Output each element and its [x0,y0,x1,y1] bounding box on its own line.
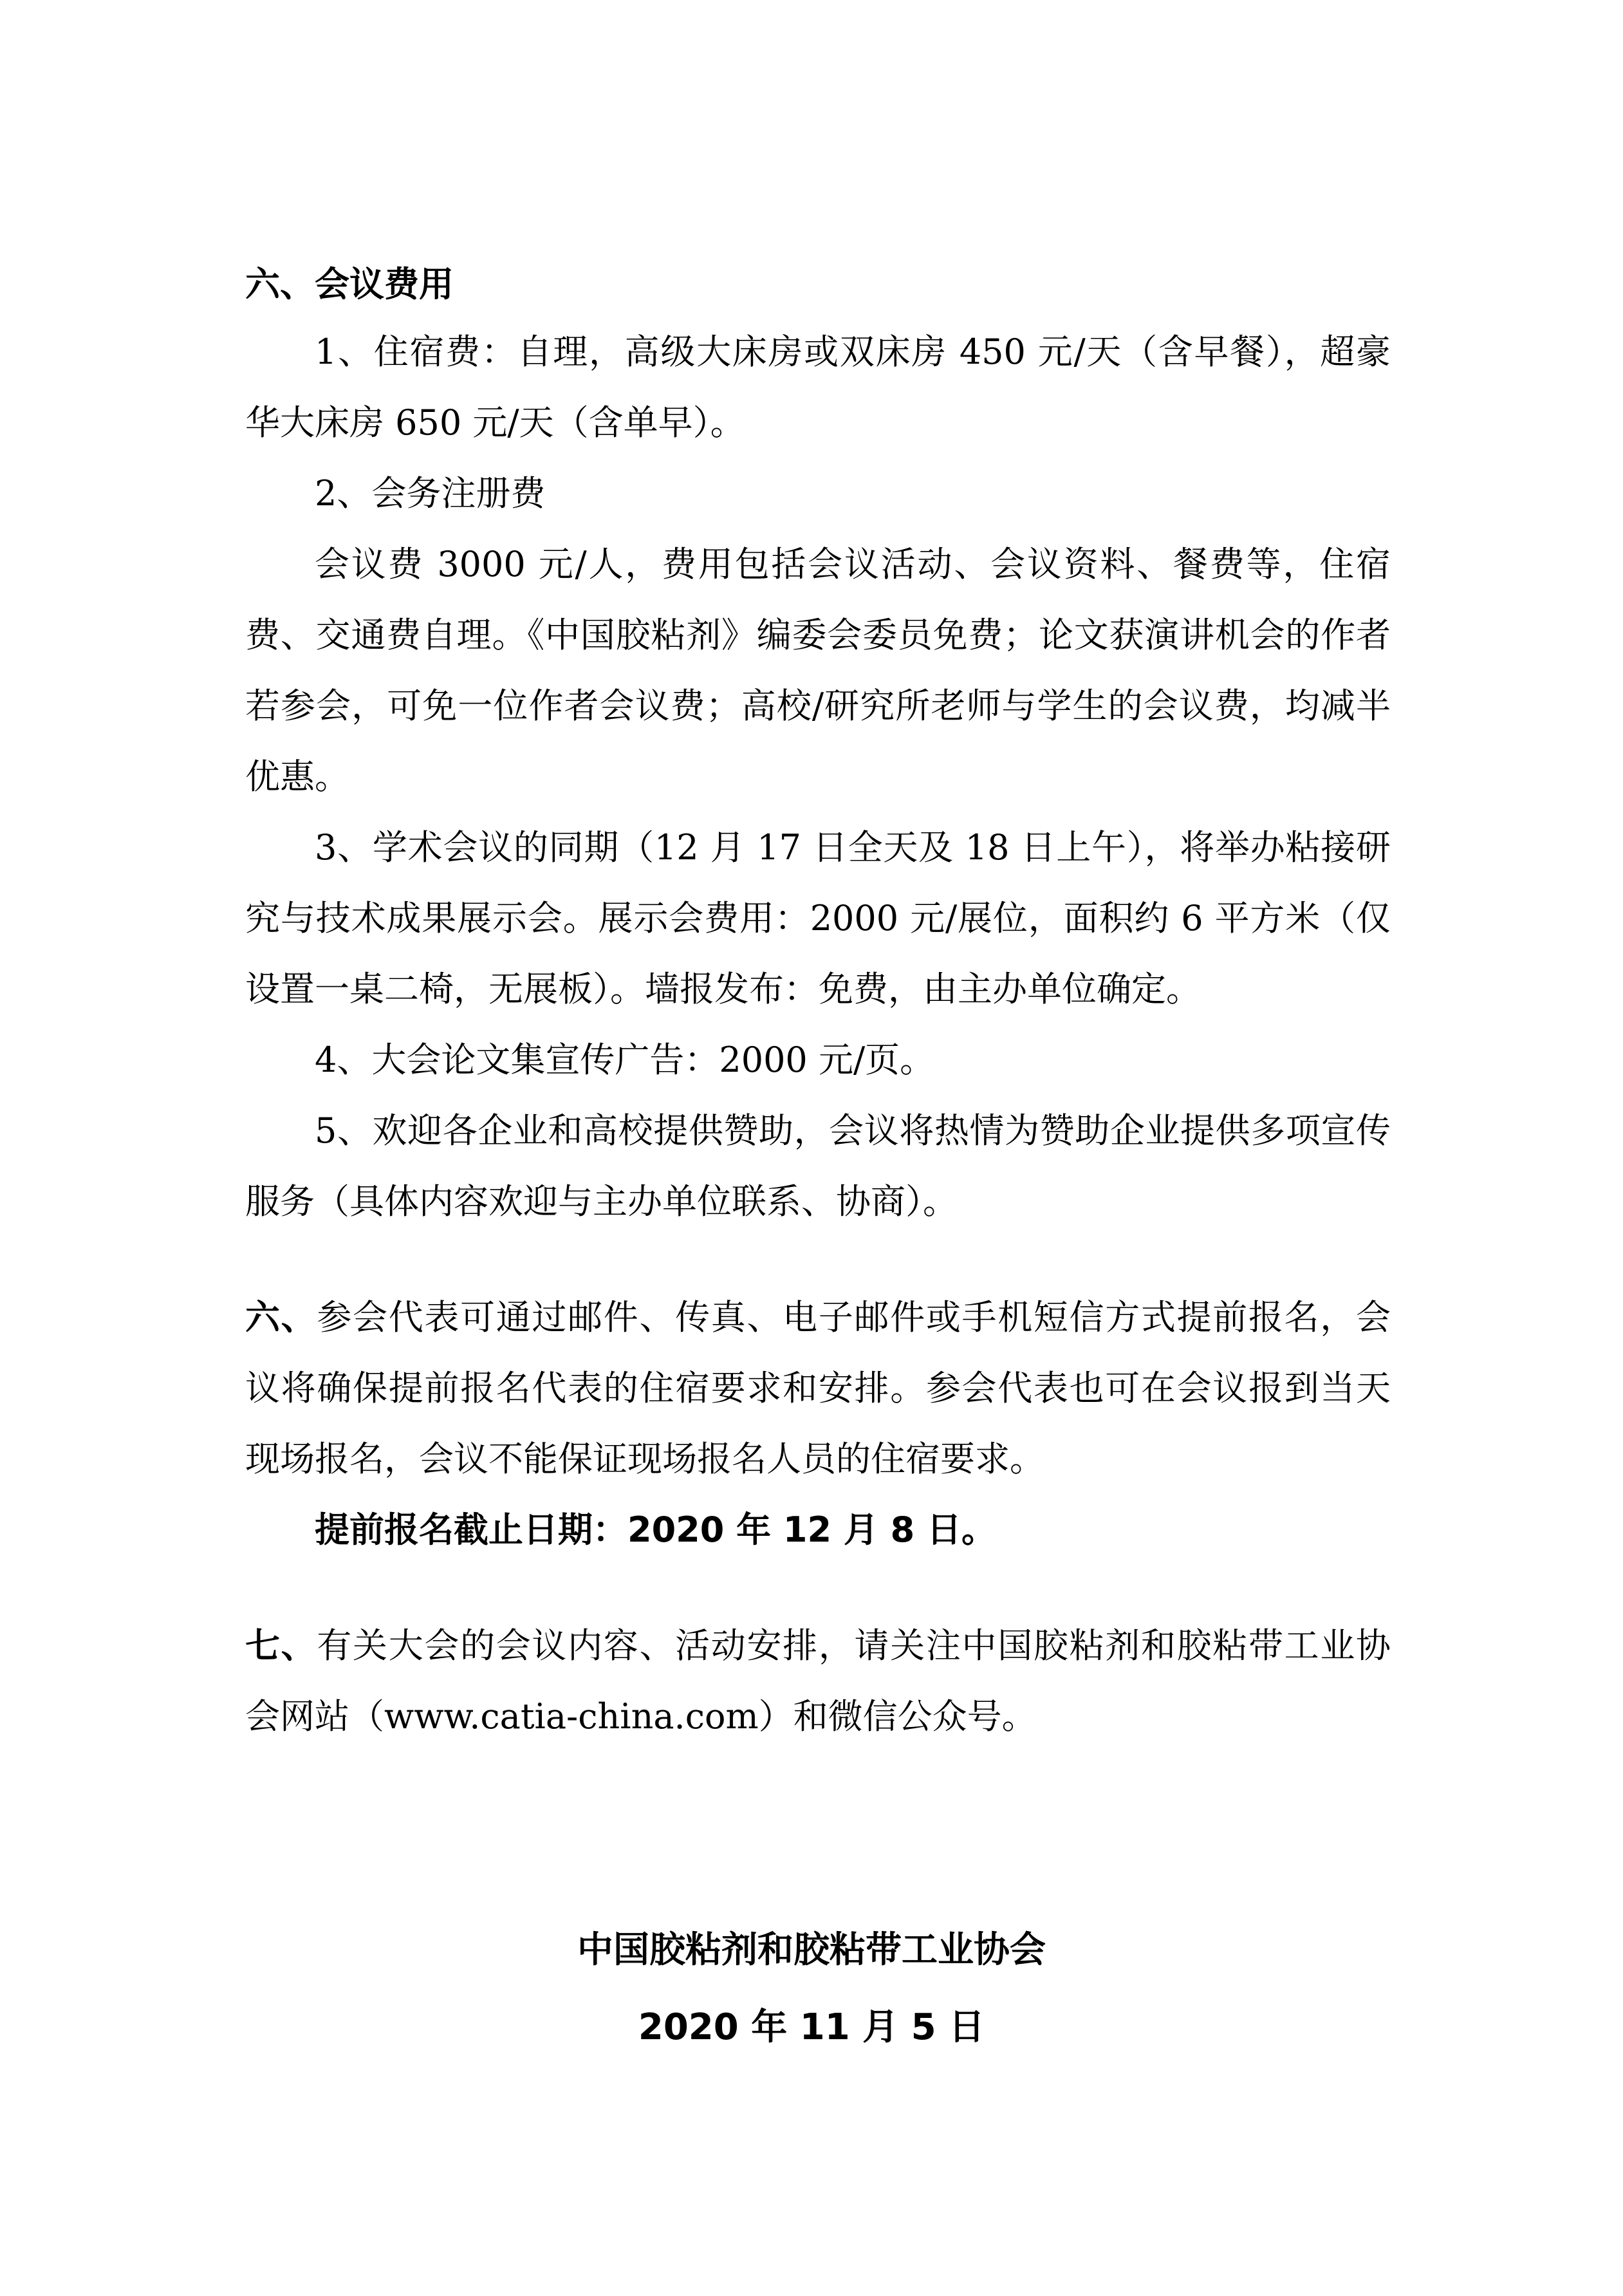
fee-item-accommodation: 1、住宿费：自理，高级大床房或双床房 450 元/天（含早餐），超豪华大床房 650 元/天（含单早）。 [245,331,1391,443]
registration-deadline: 提前报名截止日期：2020 年 12 月 8 日。 [315,1509,997,1550]
document-body [245,252,1391,1752]
signature-organization: 中国胶粘剂和胶粘带工业协会 [577,1929,1046,1971]
section-spacer [245,1237,1391,1282]
section-heading-fees: 六、会议费用 [245,264,454,304]
info-paragraph [245,1610,1391,1752]
fee-item-advertising: 4、大会论文集宣传广告：2000 元/页。 [315,1040,935,1080]
info-body: 有关大会的会议内容、活动安排，请关注中国胶粘剂和胶粘带工业协会网站（www.catia-china.com）和微信公众号。 [245,1625,1391,1737]
registration-body: 参会代表可通过邮件、传真、电子邮件或手机短信方式提前报名，会议将确保提前报名代表的住宿要求和安排。参会代表也可在会议报到当天现场报名，会议不能保证现场报名人员的住宿要求。 [245,1297,1391,1479]
fee-item-sponsorship: 5、欢迎各企业和高校提供赞助，会议将热情为赞助企业提供多项宣传服务（具体内容欢迎与主办单位联系、协商）。 [245,1110,1391,1222]
registration-lead: 六、 [245,1297,317,1338]
info-lead: 七、 [245,1625,317,1666]
section-spacer [245,1565,1391,1610]
registration-paragraph [245,1282,1391,1495]
fee-item-registration-title: 2、会务注册费 [315,473,546,514]
signature-block [0,1912,1623,2066]
fee-item-exhibition: 3、学术会议的同期（12 月 17 日全天及 18 日上午），将举办粘接研究与技术成果展示会。展示会费用：2000 元/展位，面积约 6 平方米（仅设置一桌二椅，无展板）。墙报发布：免费，由主办单位确定。 [245,827,1391,1009]
signature-date: 2020 年 11 月 5 日 [638,2006,985,2048]
fee-item-registration-body: 会议费 3000 元/人，费用包括会议活动、会议资料、餐费等，住宿费、交通费自理。《中国胶粘剂》编委会委员免费；论文获演讲机会的作者若参会，可免一位作者会议费；高校/研究所老师与学生的会议费，均减半优惠。 [245,544,1391,797]
